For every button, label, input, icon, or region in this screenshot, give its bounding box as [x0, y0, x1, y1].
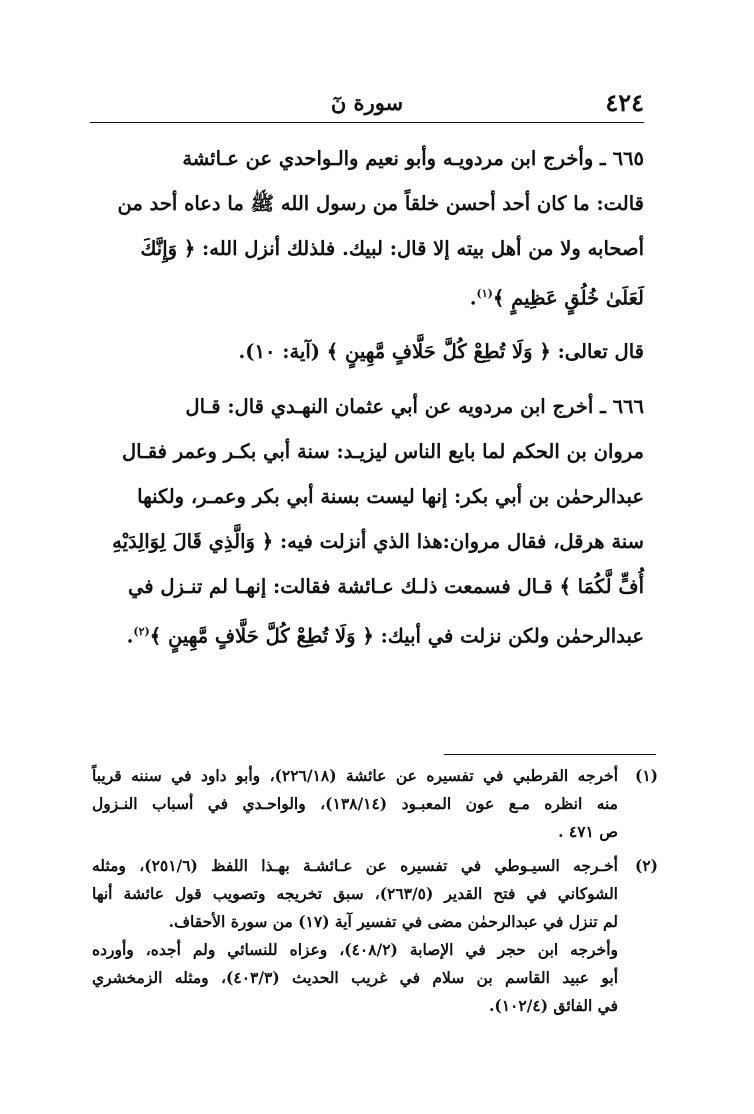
hadith-666-line-6: عبدالرحمٰن ولكن نزلت في أبيك: ﴿ وَلَا تُطِعْ كُلَّ حَلَّافٍ مَّهِينٍ ﴾$^{(٢)}$. [126, 624, 644, 647]
hadith-666-line-1: ٦٦٦ ـ أخرج ابن مردويه عن أبي عثمان النهـدي قال: قـال [185, 394, 644, 418]
footnote-line: أبو عبيد القاسم بن سلام في غريب الحديث (٤٠٣/٣)، ومثله الزمخشري [92, 968, 619, 987]
hadith-666-line-3: عبدالرحمٰن بن أبي بكر: إنها ليست بسنة أبي بكر وعمـر، ولكنها [137, 484, 644, 508]
footnote-number: (١) [634, 766, 658, 785]
footnote-line: الشوكاني في فتح القدير (٢٦٣/٥)، سبق تخريجه وتصويب قول عائشة أنها [92, 884, 618, 903]
hadith-665-line-3: أصحابه ولا من أهل بيته إلا قال: لبيك. فلذلك أنزل الله: ﴿ وَإِنَّكَ [140, 237, 644, 260]
footnote-2 [92, 852, 658, 1020]
footnote-line: أخرجه القرطبي في تفسيره عن عائشة (٢٢٦/١٨)، وأبو داود في سننه قريباً [92, 766, 618, 785]
footnote-ref: (١) [476, 287, 493, 300]
hadith-665-line-1: ٦٦٥ ـ وأخرج ابن مردويـه وأبو نعيم والـواحدي عن عـائشة [182, 147, 644, 170]
main-text [90, 136, 644, 658]
header-rule [90, 122, 644, 123]
footnote-1 [92, 762, 658, 846]
page-header [90, 88, 644, 122]
hadith-666-line-5: أُفٍّ لَّكُمَا ﴾ قـال فسمعت ذلـك عـائشة فقالت: إنهـا لم تنـزل في [127, 574, 644, 598]
footnote-rule [444, 754, 656, 755]
footnote-line: وأخرجه ابن حجر في الإصابة (٤٠٨/٢)، وعزاه للنسائي ولم أجده، وأورده [92, 940, 618, 959]
hadith-number: ٦٦٥ [612, 147, 644, 170]
footnotes [92, 762, 658, 1026]
quran-quote: لَعَلَىٰ خُلُقٍ عَظِيمٍ ﴾ [492, 286, 644, 310]
running-title: سورة نٓ [330, 90, 404, 115]
hadith-666-line-2: مروان بن الحكم لما بايع الناس ليزيـد: سنة أبي بكـر وعمر فقـال [121, 439, 644, 463]
page-number: ٤٢٤ [605, 88, 644, 117]
quran-quote: أُفٍّ لَّكُمَا ﴾ [559, 574, 644, 598]
quran-quote: ﴿ وَإِنَّكَ [140, 237, 196, 260]
footnote-line: لم تنزل في عبدالرحمٰن مضى في تفسير آية (١٧) من سورة الأحقاف. [168, 912, 618, 931]
footnote-line: منه انظره مـع عون المعبـود (١٣٨/١٤)، والواحـدي في أسباب النـزول [92, 794, 618, 813]
footnote-ref: (٢) [133, 624, 150, 638]
verse-10-line: قال تعالى: ﴿ وَلَا تُطِعْ كُلَّ حَلَّافٍ مَّهِينٍ ﴾ (آية: ١٠). [238, 339, 644, 363]
footnote-line: في الفائق (١٠٢/٤). [489, 996, 618, 1015]
quran-quote: ﴿ وَلَا تُطِعْ كُلَّ حَلَّافٍ مَّهِينٍ ﴾ [149, 624, 374, 647]
footnote-line: أخـرجه السيـوطي في تفسيره عن عـائشـة بهـذا اللفظ (٢٥١/٦)، ومثله [92, 856, 618, 875]
hadith-665-line-2: قالت: ما كان أحد أحسن خلقاً من رسول الله ﷺ ما دعاه أحد من [117, 192, 644, 215]
hadith-number: ٦٦٦ [612, 394, 644, 418]
footnote-line: ص ٤٧١ . [558, 822, 618, 841]
footnote-number: (٢) [634, 856, 658, 875]
quran-quote: ﴿ وَلَا تُطِعْ كُلَّ حَلَّافٍ مَّهِينٍ ﴾ [326, 339, 551, 363]
quran-quote: ﴿ وَالَّذِي قَالَ لِوَالِدَيْهِ [112, 529, 274, 553]
hadith-665-line-4: لَعَلَىٰ خُلُقٍ عَظِيمٍ ﴾$^{(١)}$. [469, 286, 644, 310]
hadith-666-line-4: سنة هرقل، فقال مروان:هذا الذي أنزلت فيه: ﴿ وَالَّذِي قَالَ لِوَالِدَيْهِ [112, 529, 644, 553]
